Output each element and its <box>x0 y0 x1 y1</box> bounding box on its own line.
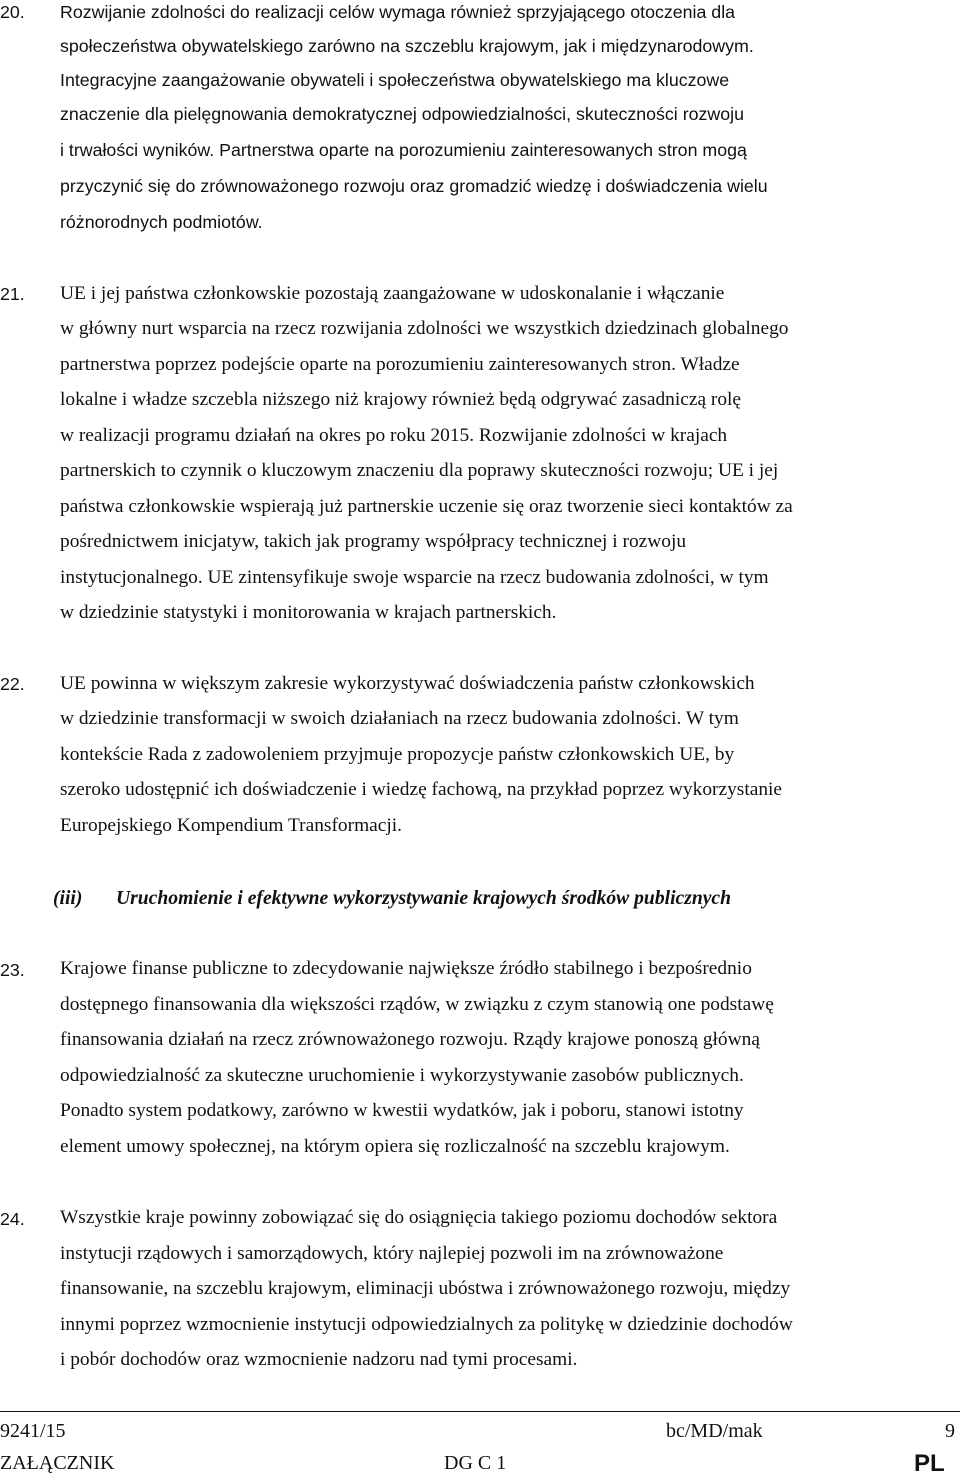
paragraph-line: Europejskiego Kompendium Transformacji. <box>60 815 402 836</box>
paragraph-line: Integracyjne zaangażowanie obywateli i społeczeństwa obywatelskiego ma kluczowe <box>60 70 730 90</box>
paragraph-line: Krajowe finanse publiczne to zdecydowanie największe źródło stabilnego i bezpośrednio <box>60 958 752 979</box>
section-heading-title: Uruchomienie i efektywne wykorzystywanie krajowych środków publicznych <box>116 888 732 909</box>
paragraph-line: i pobór dochodów oraz wzmocnienie nadzoru nad tymi procesami. <box>60 1349 578 1370</box>
footer-rule <box>0 1411 960 1412</box>
paragraph-line: partnerskich to czynnik o kluczowym znaczeniu dla poprawy skuteczności rozwoju; UE i jej <box>60 460 779 481</box>
footer-initials: bc/MD/mak <box>666 1420 763 1442</box>
paragraph-line: partnerstwa poprzez podejście oparte na porozumieniu zainteresowanych stron. Władze <box>60 354 740 375</box>
paragraph-line: dostępnego finansowania dla większości rządów, w związku z czym stanowią one podstawę <box>60 994 774 1015</box>
paragraph-line: w realizacji programu działań na okres po roku 2015. Rozwijanie zdolności w krajach <box>60 425 728 446</box>
paragraph-line: instytucjonalnego. UE zintensyfikuje swoje wsparcie na rzecz budowania zdolności, w tym <box>60 567 769 588</box>
paragraph-number: 23. <box>0 960 25 980</box>
paragraph-line: Wszystkie kraje powinny zobowiązać się do osiągnięcia takiego poziomu dochodów sektora <box>60 1207 778 1228</box>
paragraph-line: różnorodnych podmiotów. <box>60 212 263 232</box>
paragraph-line: znaczenie dla pielęgnowania demokratycznej odpowiedzialności, skuteczności rozwoju <box>60 104 744 124</box>
footer-annex: ZAŁĄCZNIK <box>0 1452 115 1474</box>
paragraph-line: UE i jej państwa członkowskie pozostają zaangażowane w udoskonalanie i włączanie <box>60 283 725 304</box>
paragraph-line: lokalne i władze szczebla niższego niż krajowy również będą odgrywać zasadniczą rolę <box>60 389 742 410</box>
paragraph-line: element umowy społecznej, na którym opiera się rozliczalność na szczeblu krajowym. <box>60 1136 730 1157</box>
paragraph-line: odpowiedzialność za skuteczne uruchomienie i wykorzystywanie zasobów publicznych. <box>60 1065 744 1086</box>
paragraph-number: 22. <box>0 674 25 694</box>
paragraph-line: i trwałości wyników. Partnerstwa oparte na porozumieniu zainteresowanych stron mogą <box>60 140 747 160</box>
paragraph-line: w dziedzinie statystyki i monitorowania w krajach partnerskich. <box>60 602 557 623</box>
paragraph-line: instytucji rządowych i samorządowych, który najlepiej pozwoli im na zrównoważone <box>60 1243 724 1264</box>
paragraph-line: państwa członkowskie wspierają już partnerskie uczenie się oraz tworzenie sieci kontaktów za <box>60 496 793 517</box>
footer-doc-ref: 9241/15 <box>0 1420 66 1442</box>
paragraph-line: Ponadto system podatkowy, zarówno w kwestii wydatków, jak i poboru, stanowi istotny <box>60 1100 744 1121</box>
paragraph-line: UE powinna w większym zakresie wykorzystywać doświadczenia państw członkowskich <box>60 673 755 694</box>
paragraph-line: w główny nurt wsparcia na rzecz rozwijania zdolności we wszystkich dziedzinach globalnego <box>60 318 789 339</box>
paragraph-line: przyczynić się do zrównoważonego rozwoju oraz gromadzić wiedzę i doświadczenia wielu <box>60 176 768 196</box>
paragraph-line: w dziedzinie transformacji w swoich działaniach na rzecz budowania zdolności. W tym <box>60 708 739 729</box>
footer-page-number: 9 <box>945 1420 955 1442</box>
footer-language: PL <box>914 1450 945 1477</box>
paragraph-line: Rozwijanie zdolności do realizacji celów wymaga również sprzyjającego otoczenia dla <box>60 2 736 22</box>
paragraph-line: pośrednictwem inicjatyw, takich jak programy współpracy technicznej i rozwoju <box>60 531 687 552</box>
paragraph-line: finansowanie, na szczeblu krajowym, eliminacji ubóstwa i zrównoważonego rozwoju, między <box>60 1278 791 1299</box>
section-heading-number: (iii) <box>53 888 83 909</box>
paragraph-line: kontekście Rada z zadowoleniem przyjmuje propozycje państw członkowskich UE, by <box>60 744 735 765</box>
footer-dg: DG C 1 <box>444 1452 507 1474</box>
paragraph-line: społeczeństwa obywatelskiego zarówno na szczeblu krajowym, jak i międzynarodowym. <box>60 36 754 56</box>
paragraph-line: innymi poprzez wzmocnienie instytucji odpowiedzialnych za politykę w dziedzinie dochodów <box>60 1314 793 1335</box>
paragraph-line: finansowania działań na rzecz zrównoważonego rozwoju. Rządy krajowe ponoszą główną <box>60 1029 760 1050</box>
paragraph-number: 24. <box>0 1209 25 1229</box>
paragraph-line: szeroko udostępnić ich doświadczenie i wiedzę fachową, na przykład poprzez wykorzystanie <box>60 779 783 800</box>
paragraph-number: 21. <box>0 284 25 304</box>
paragraph-number: 20. <box>0 2 25 22</box>
